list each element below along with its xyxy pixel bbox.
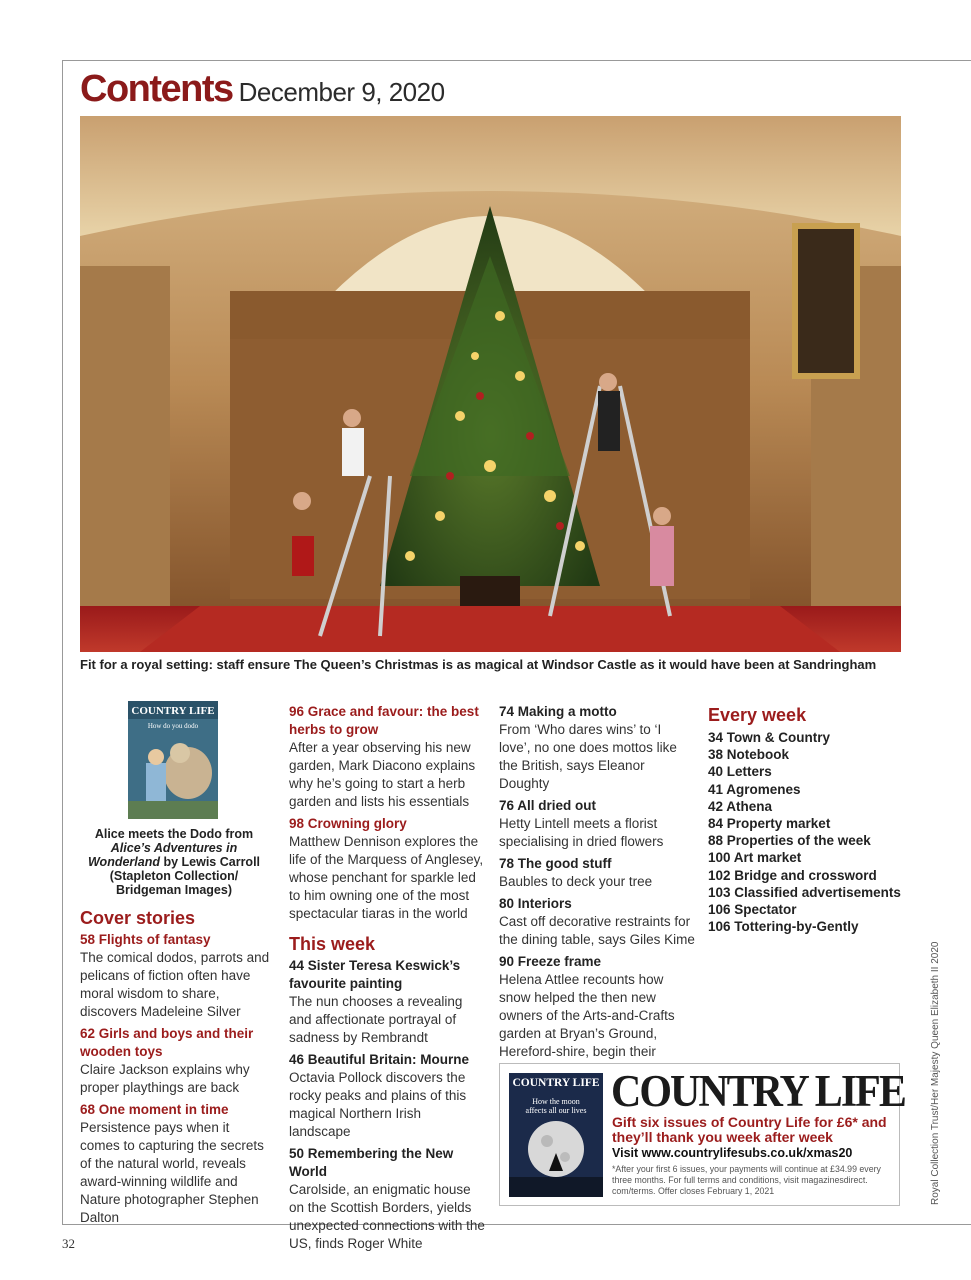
- list-item: [499, 797, 695, 851]
- list-item[interactable]: 40 Letters: [708, 764, 772, 780]
- list-item[interactable]: 88 Properties of the week: [708, 833, 871, 849]
- country-life-logo: COUNTRY LIFE: [611, 1067, 905, 1117]
- entry-desc: Baubles to deck your tree: [499, 874, 653, 889]
- thumb-masthead: COUNTRY LIFE: [131, 705, 215, 717]
- every-week-section: [708, 704, 918, 935]
- entry-title[interactable]: 78 The good stuff: [499, 856, 612, 871]
- list-item: [499, 855, 695, 891]
- list-item: [499, 895, 695, 949]
- subscription-promo[interactable]: [499, 1063, 905, 1206]
- entry-desc: Matthew Dennison explores the life of the Marquess of Anglesey, whose penchant for sparkle led to him owning one of the most spectacular tiaras in the world: [289, 834, 484, 921]
- list-item: [289, 703, 485, 811]
- list-item: [499, 703, 695, 793]
- hero-photo: [80, 116, 901, 652]
- promo-mag-line2: affects all our lives: [525, 1106, 587, 1115]
- entry-title[interactable]: 44 Sister Teresa Keswick’s favourite painting: [289, 958, 461, 991]
- entry-title[interactable]: 46 Beautiful Britain: Mourne: [289, 1052, 470, 1067]
- list-item[interactable]: 41 Agromenes: [708, 781, 801, 797]
- list-item: [80, 931, 272, 1021]
- list-item[interactable]: 103 Classified advertisements: [708, 884, 901, 900]
- column-two: [289, 703, 485, 1257]
- list-item: [289, 815, 485, 923]
- entry-title[interactable]: 76 All dried out: [499, 798, 597, 813]
- list-item: [80, 1025, 272, 1097]
- list-item[interactable]: 106 Spectator: [708, 902, 797, 918]
- entry-title[interactable]: 98 Crowning glory: [289, 816, 407, 831]
- promo-url[interactable]: Visit www.countrylifesubs.co.uk/xmas20: [612, 1146, 853, 1160]
- entry-desc: The nun chooses a revealing and affectionate portrayal of sadness by Rembrandt: [289, 994, 463, 1045]
- entry-desc: Octavia Pollock discovers the rocky peaks and plains of this magical Northern Irish landscape: [289, 1070, 467, 1139]
- entry-desc: From ‘Who dares wins’ to ‘I love’, no one does mottos like the British, says Eleanor Doughty: [499, 722, 677, 791]
- section-heading: This week: [289, 934, 376, 954]
- entry-title[interactable]: 68 One moment in time: [80, 1102, 229, 1117]
- cover-caption: Alice meets the Dodo from Alice’s Adventures in Wonderland by Lewis Carroll (Stapleton Collection/ Bridgeman Images): [87, 827, 261, 897]
- entry-title[interactable]: 74 Making a motto: [499, 704, 617, 719]
- column-three: [499, 703, 695, 1083]
- list-item[interactable]: 38 Notebook: [708, 747, 790, 763]
- entry-desc: Carolside, an enigmatic house on the Scottish Borders, yields unexpected connections with the US, finds Roger White: [289, 1182, 485, 1251]
- entry-title[interactable]: 80 Interiors: [499, 896, 572, 911]
- issue-date: December 9, 2020: [238, 77, 445, 107]
- section-heading: Every week: [708, 705, 807, 725]
- thumb-line: How do you dodo: [147, 722, 199, 730]
- entry-desc: The comical dodos, parrots and pelicans of fiction often have moral wisdom to share, discovers Madeleine Silver: [80, 950, 270, 1019]
- entry-title[interactable]: 50 Remembering the New World: [289, 1146, 454, 1179]
- list-item[interactable]: 34 Town & Country: [708, 730, 831, 745]
- entry-desc: After a year observing his new garden, Mark Diacono explains why he’s going to start a herb garden and lists his essentials: [289, 740, 476, 809]
- cover-stories-section: [80, 907, 272, 1231]
- promo-magazine-cover: [509, 1073, 603, 1197]
- entry-desc: Claire Jackson explains why proper playthings are back: [80, 1062, 250, 1095]
- list-item: [289, 1145, 485, 1253]
- section-heading: Cover stories: [80, 908, 196, 928]
- entry-desc: Helena Attlee recounts how snow helped the then new owners of the Arts-and-Crafts garden at Bryan’s Ground, Hereford-shire, begin their: [499, 972, 675, 1059]
- list-item: [80, 1101, 272, 1227]
- contents-heading: Contents: [80, 68, 233, 110]
- photo-caption: Fit for a royal setting: staff ensure The Queen’s Christmas is as magical at Windsor Castle as it would have been at Sandringham: [80, 657, 877, 672]
- page-title: [80, 68, 445, 111]
- promo-offer: Gift six issues of Country Life for £6* and they’ll thank you week after week: [612, 1114, 887, 1145]
- list-item[interactable]: 42 Athena: [708, 798, 773, 814]
- list-item: [499, 953, 695, 1079]
- promo-mag-line1: How the moon: [532, 1097, 580, 1106]
- list-item: [289, 1051, 485, 1141]
- entry-title[interactable]: 96 Grace and favour: the best herbs to grow: [289, 704, 479, 737]
- entry-desc: Cast off decorative restraints for the dining table, says Giles Kime: [499, 914, 695, 947]
- entry-desc: Hetty Lintell meets a florist specialising in dried flowers: [499, 816, 664, 849]
- cover-thumbnail: [128, 701, 218, 819]
- list-item[interactable]: 106 Tottering-by-Gently: [708, 919, 859, 935]
- entry-desc: Persistence pays when it comes to capturing the secrets of the natural world, reveals award-winning wildlife and Nature photographer Stephen Dalton: [80, 1120, 264, 1225]
- list-item[interactable]: 102 Bridge and crossword: [708, 867, 877, 883]
- list-item[interactable]: 100 Art market: [708, 850, 802, 866]
- every-week-list: [708, 729, 918, 935]
- promo-terms: *After your first 6 issues, your payments will continue at £34.99 every three months. For full terms and conditions, visit magazinesdirect. com/terms. Offer closes February 1, 2021: [612, 1164, 881, 1196]
- page-number: 32: [62, 1236, 75, 1251]
- list-item[interactable]: 84 Property market: [708, 816, 831, 832]
- list-item: [289, 957, 485, 1047]
- entry-title[interactable]: 58 Flights of fantasy: [80, 932, 211, 947]
- photo-credit: Royal Collection Trust/Her Majesty Queen Elizabeth II 2020: [930, 941, 941, 1205]
- promo-mag-masthead: COUNTRY LIFE: [512, 1077, 600, 1089]
- entry-title[interactable]: 90 Freeze frame: [499, 954, 602, 969]
- entry-title[interactable]: 62 Girls and boys and their wooden toys: [80, 1026, 254, 1059]
